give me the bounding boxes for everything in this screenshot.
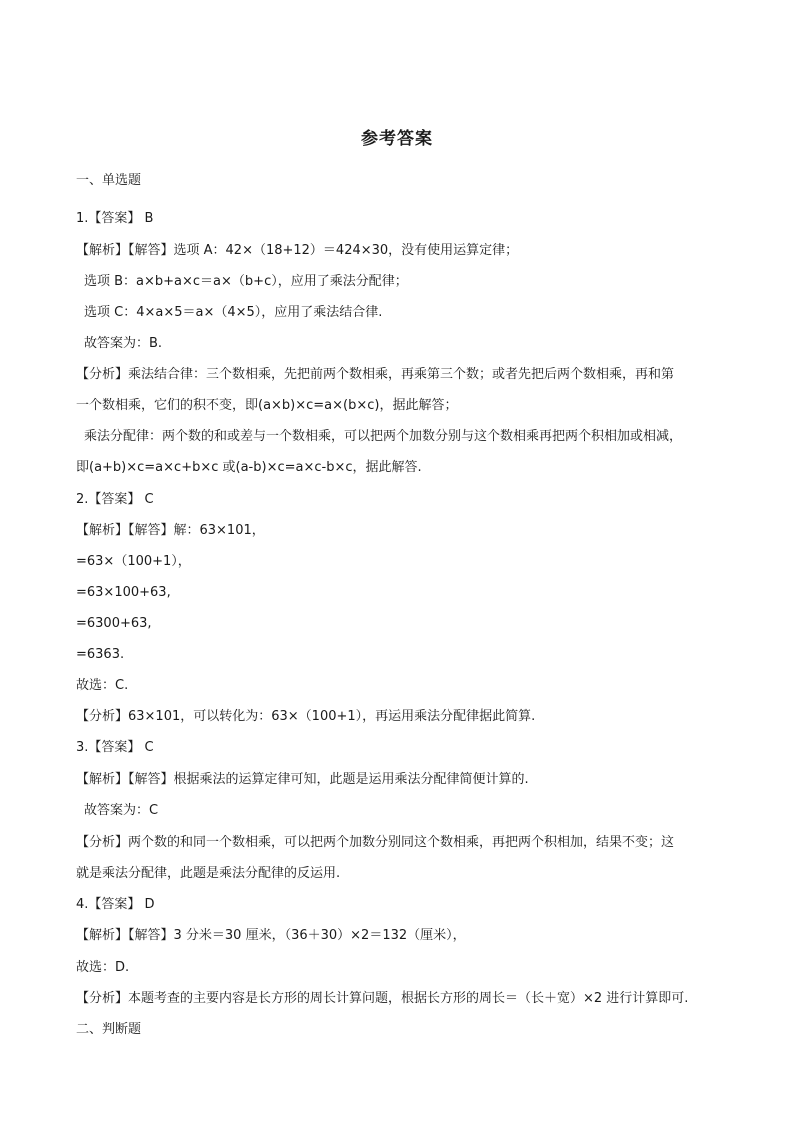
analysis-q4-line: 【解析】【解答】3 分米＝30 厘米，（36＋30）×2＝132（厘米）， <box>76 928 466 943</box>
analysis-q1-line: 选项 C：4×a×5＝a×（4×5），应用了乘法结合律. <box>84 305 383 320</box>
explanation-q1-line: 即(a+b)×c=a×c+b×c 或(a-b)×c=a×c-b×c，据此解答. <box>76 460 422 475</box>
answer-q2: 2.【答案】 C <box>76 492 154 507</box>
analysis-q1-line: 【解析】【解答】选项 A：42×（18+12）＝424×30，没有使用运算定律； <box>76 243 519 258</box>
analysis-q3-line: 故答案为：C <box>84 803 159 818</box>
analysis-q1-line: 故答案为：B. <box>84 336 163 351</box>
analysis-q3-line: 【解析】【解答】根据乘法的运算定律可知，此题是运用乘法分配律简便计算的. <box>76 772 529 787</box>
section-heading-single-choice: 一、单选题 <box>76 173 142 188</box>
explanation-q3-line: 就是乘法分配律，此题是乘法分配律的反运用. <box>76 866 341 881</box>
explanation-q1-line: 乘法分配律：两个数的和或差与一个数相乘，可以把两个加数分别与这个数相乘再把两个积相加或相减， <box>84 429 683 444</box>
analysis-q2-line: =63×（100+1）， <box>76 554 191 569</box>
analysis-q1-line: 选项 B：a×b+a×c＝a×（b+c），应用了乘法分配律； <box>84 274 408 289</box>
analysis-q2-line: 【解析】【解答】解：63×101， <box>76 523 265 538</box>
explanation-q1-line: 【分析】乘法结合律：三个数相乘，先把前两个数相乘，再乘第三个数；或者先把后两个数相乘，再和第 <box>76 367 675 382</box>
explanation-q3-line: 【分析】两个数的和同一个数相乘，可以把两个加数分别同这个数相乘，再把两个积相加，结果不变；这 <box>76 835 675 850</box>
analysis-q2-line: 故选：C. <box>76 678 129 693</box>
analysis-q2-line: =6363. <box>76 647 125 662</box>
explanation-q2-line: 【分析】63×101，可以转化为：63×（100+1），再运用乘法分配律据此简算. <box>76 709 536 724</box>
answer-q3: 3.【答案】 C <box>76 740 154 755</box>
analysis-q2-line: =6300+63, <box>76 616 152 631</box>
explanation-q4-line: 【分析】本题考查的主要内容是长方形的周长计算问题，根据长方形的周长＝（长＋宽）×2 进行计算即可. <box>76 991 689 1006</box>
answer-q1: 1.【答案】 B <box>76 211 154 226</box>
answer-q4: 4.【答案】 D <box>76 897 155 912</box>
explanation-q1-line: 一个数相乘，它们的积不变，即(a×b)×c=a×(b×c)，据此解答； <box>76 398 458 413</box>
page-title: 参考答案 <box>361 129 433 149</box>
analysis-q4-line: 故选：D. <box>76 960 130 975</box>
analysis-q2-line: =63×100+63, <box>76 585 171 600</box>
section-heading-true-false: 二、判断题 <box>76 1022 142 1037</box>
